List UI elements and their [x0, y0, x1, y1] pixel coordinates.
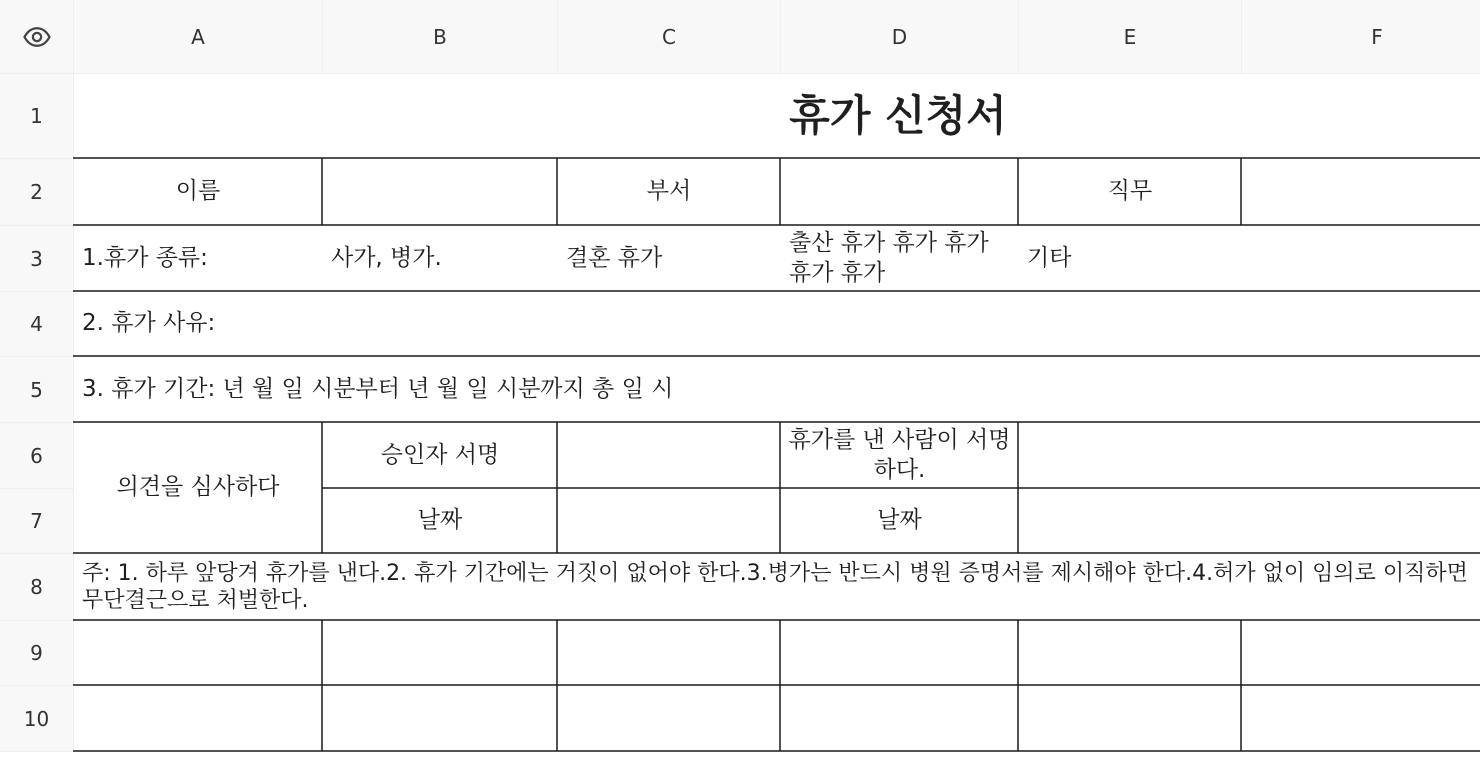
empty-cell[interactable] [74, 621, 322, 685]
empty-cell[interactable] [781, 621, 1018, 685]
row-header-2[interactable]: 2 [0, 159, 73, 225]
applicant-date-label-cell[interactable]: 날짜 [877, 507, 922, 534]
row-header-5[interactable]: 5 [0, 357, 73, 422]
toggle-visibility-button[interactable] [0, 0, 73, 73]
position-label-cell[interactable]: 직무 [1107, 178, 1153, 205]
empty-cell[interactable] [1242, 686, 1480, 751]
name-label-cell[interactable]: 이름 [175, 178, 221, 205]
column-header-d[interactable]: D [781, 0, 1018, 73]
row-header-3[interactable]: 3 [0, 226, 73, 291]
applicant-signature-value-cell[interactable] [1019, 423, 1480, 488]
review-opinion-cell[interactable]: 의견을 심사하다 [116, 474, 280, 501]
leave-type-label-cell[interactable]: 1.휴가 종류: [82, 244, 208, 271]
row-header-10[interactable]: 10 [0, 686, 73, 751]
applicant-date-value-cell[interactable] [1019, 489, 1480, 553]
column-header-e[interactable]: E [1019, 0, 1241, 73]
form-title[interactable]: 휴가 신청서 [789, 90, 1007, 140]
leave-reason-cell[interactable]: 2. 휴가 사유: [82, 310, 216, 337]
column-header-b[interactable]: B [323, 0, 557, 73]
column-header-c[interactable]: C [558, 0, 780, 73]
column-header-a[interactable]: A [74, 0, 322, 73]
eye-icon [22, 22, 52, 52]
empty-cell[interactable] [1242, 621, 1480, 685]
approver-signature-label-cell[interactable]: 승인자 서명 [380, 441, 500, 468]
row-header-1[interactable]: 1 [0, 74, 73, 158]
empty-cell[interactable] [323, 621, 557, 685]
approver-signature-value-cell[interactable] [558, 423, 780, 488]
empty-cell[interactable] [74, 686, 322, 751]
empty-cell[interactable] [781, 686, 1018, 751]
empty-cell[interactable] [323, 686, 557, 751]
approver-date-value-cell[interactable] [558, 489, 780, 553]
empty-cell[interactable] [1019, 621, 1241, 685]
approver-date-label-cell[interactable]: 날짜 [417, 507, 463, 534]
department-label-cell[interactable]: 부서 [646, 178, 692, 205]
leave-type-option-cell[interactable]: 사가, 병가. [331, 244, 442, 271]
row-header-4[interactable]: 4 [0, 292, 73, 356]
department-value-cell[interactable] [781, 159, 1018, 225]
row-header-8[interactable]: 8 [0, 554, 73, 620]
column-header-f[interactable]: F [1242, 0, 1480, 73]
leave-type-option-cell[interactable]: 기타 [1027, 244, 1072, 271]
leave-period-cell[interactable]: 3. 휴가 기간: 년 월 일 시분부터 년 월 일 시분까지 총 일 시 [82, 375, 674, 402]
empty-cell[interactable] [558, 686, 780, 751]
note-cell[interactable]: 주: 1. 하루 앞당겨 휴가를 낸다.2. 휴가 기간에는 거짓이 없어야 한다.3.병가는 반드시 병원 증명서를 제시해야 한다.4.허가 없이 임의로 이직하면 무단결근으로 처벌한다. [82, 560, 1468, 613]
position-value-cell[interactable] [1242, 159, 1480, 225]
row-header-6[interactable]: 6 [0, 423, 73, 488]
empty-cell[interactable] [558, 621, 780, 685]
leave-type-option-cell[interactable]: 출산 휴가 휴가 휴가 휴가 휴가 [789, 229, 989, 286]
empty-cell[interactable] [1019, 686, 1241, 751]
leave-type-option-cell[interactable]: 결혼 휴가 [566, 244, 663, 271]
applicant-signature-label-cell[interactable]: 휴가를 낸 사람이 서명하다. [788, 426, 1011, 483]
row-header-7[interactable]: 7 [0, 489, 73, 553]
name-value-cell[interactable] [323, 159, 557, 225]
row-header-9[interactable]: 9 [0, 621, 73, 685]
